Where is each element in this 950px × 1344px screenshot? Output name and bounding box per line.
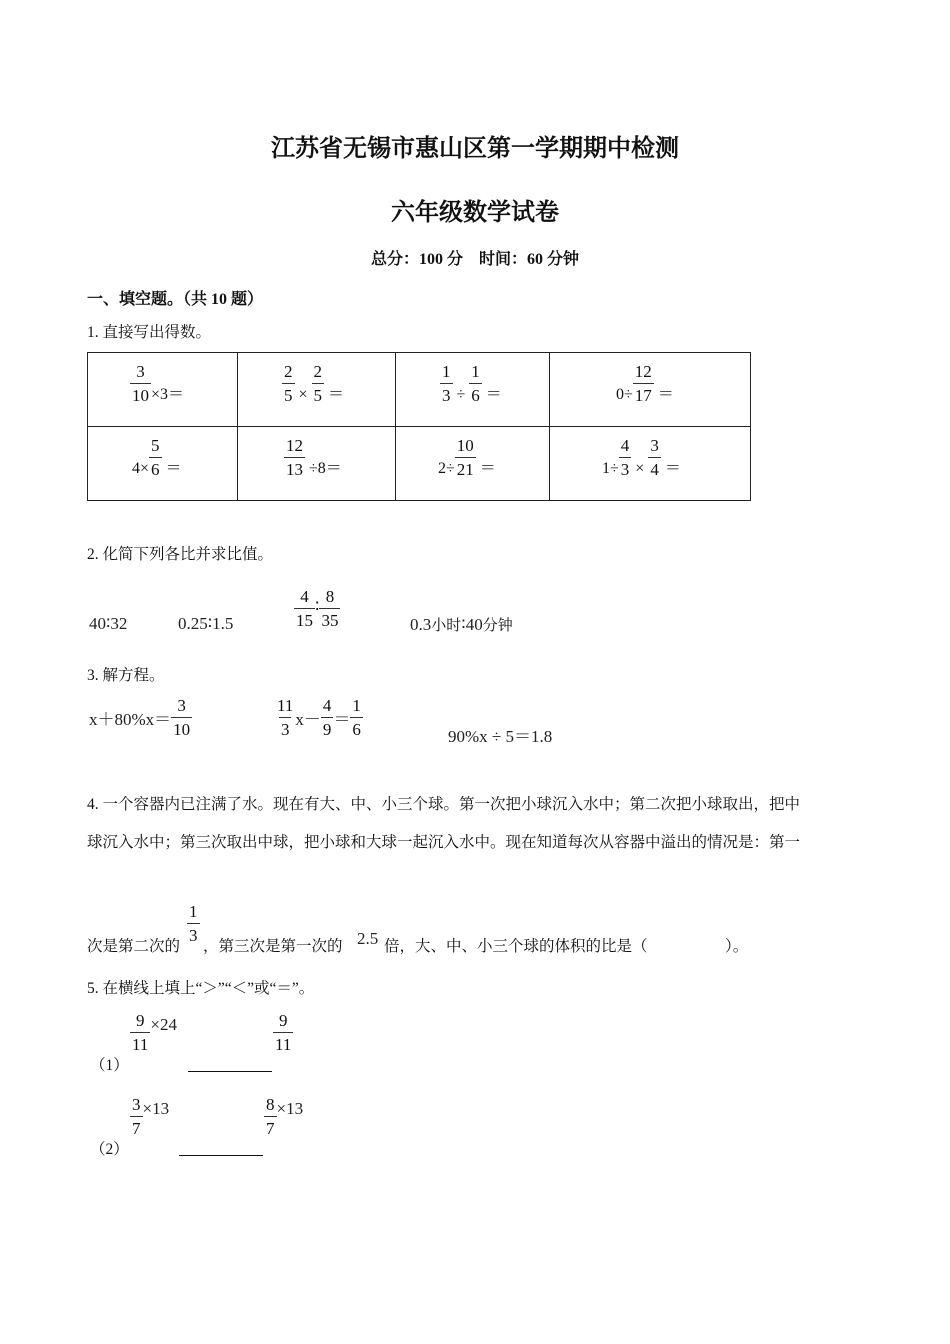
q5-1-left: $\frac{9}{11}$ ×24	[132, 1011, 177, 1054]
q5-2-label: （2）	[90, 1141, 129, 1158]
calc-cell: 4× $\frac{5}{6}$ ＝	[88, 427, 238, 501]
ratio-3: $\frac{4}{15}$ ∶ $\frac{8}{35}$	[296, 587, 339, 630]
equation-1: x＋80%x＝ $\frac{3}{10}$	[89, 696, 191, 739]
q5-prompt: 5. 在横线上填上“＞”“＜”或“＝”。	[87, 980, 315, 997]
q5-2-left: $\frac{3}{7}$ ×13	[132, 1095, 170, 1138]
calc-cell: $\frac{3}{10}$ ×3＝	[88, 353, 238, 427]
page-subtitle: 六年级数学试卷	[391, 200, 559, 226]
ratio-4: 0.3小时∶40分钟	[410, 615, 513, 634]
calc-cell: $\frac{2}{5}$ × $\frac{2}{5}$ ＝	[238, 353, 396, 427]
calc-cell: $\frac{1}{3}$ ÷ $\frac{1}{6}$ ＝	[396, 353, 550, 427]
q4-number: 2.5	[357, 929, 379, 948]
calc-cell: 0÷ $\frac{12}{17}$ ＝	[550, 353, 751, 427]
section-heading: 一、填空题。（共 10 题）	[87, 291, 264, 308]
ratio-2: 0.25∶1.5	[178, 614, 234, 633]
q5-2-right: $\frac{8}{7}$ ×13	[266, 1095, 304, 1138]
q4-line1: 4. 一个容器内已注满了水。现在有大、中、小三个球。第一次把小球沉入水中；第二次把小球取出，把中	[87, 796, 801, 813]
q4-line3-c: 倍，大、中、小三个球的体积的比是（ ）。	[384, 938, 749, 955]
q2-prompt: 2. 化简下列各比并求比值。	[87, 546, 274, 563]
q4-line3-a: 次是第二次的	[87, 938, 181, 955]
q1-prompt: 1. 直接写出得数。	[87, 324, 212, 341]
q3-prompt: 3. 解方程。	[87, 667, 165, 684]
calc-table	[87, 352, 751, 501]
answer-blank-2[interactable]	[179, 1140, 263, 1161]
answer-blank-1[interactable]	[188, 1056, 272, 1077]
q5-1-label: （1）	[90, 1057, 129, 1074]
page-title: 江苏省无锡市惠山区第一学期期中检测	[271, 136, 679, 162]
equation-2: $\frac{11}{3}$ x－ $\frac{4}{9}$ ＝ $\frac{1}{6}$	[277, 696, 361, 739]
calc-cell: 1÷ $\frac{4}{3}$ × $\frac{3}{4}$ ＝	[550, 427, 751, 501]
q5-1-right: $\frac{9}{11}$	[275, 1011, 292, 1054]
equation-3: 90%x ÷ 5＝1.8	[448, 727, 553, 746]
exam-meta: 总分：100 分 时间：60 分钟	[370, 251, 579, 268]
q4-line3-b: ，第三次是第一次的	[203, 938, 343, 955]
q4-line2: 球沉入水中；第三次取出中球，把小球和大球一起沉入水中。现在知道每次从容器中溢出的情况是：第一	[87, 834, 801, 851]
calc-cell: 2÷ $\frac{10}{21}$ ＝	[396, 427, 550, 501]
q4-fraction: $\frac{1}{3}$	[189, 902, 198, 945]
calc-cell: $\frac{12}{13}$ ÷8＝	[238, 427, 396, 501]
ratio-1: 40∶32	[89, 614, 128, 633]
